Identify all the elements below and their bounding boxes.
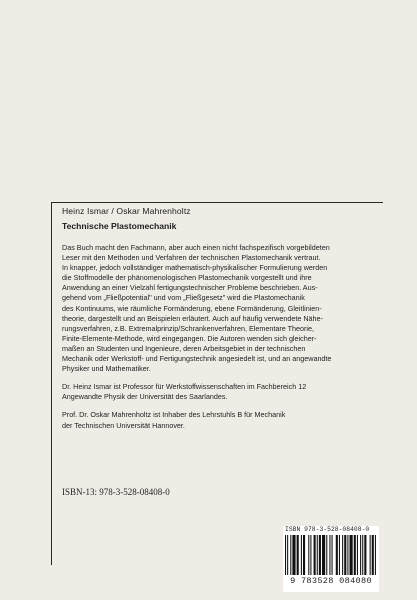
paragraph-line: Prof. Dr. Oskar Mahrenholtz ist Inhaber des Lehrstuhls B für Mechanik bbox=[62, 410, 286, 420]
paragraph-line: Physiker und Mathematiker. bbox=[62, 364, 151, 374]
barcode-isbn-text: ISBN 978-3-528-08408-0 bbox=[285, 526, 370, 533]
barcode-number: 9 783528 084080 bbox=[290, 576, 372, 586]
paragraph-line: Anwendung an einer Vielzahl fertigungstechnischer Probleme beschrieben. Aus- bbox=[62, 283, 318, 293]
paragraph-line: der Technischen Universität Hannover. bbox=[62, 420, 185, 430]
description-paragraph bbox=[62, 410, 375, 430]
paragraph-line: Leser mit den Methoden und Verfahren der technischen Plastomechanik vertraut. bbox=[62, 253, 321, 263]
paragraph-line: des Kontinuums, wie räumliche Formänderung, ebene Formänderung, Gleitlinien- bbox=[62, 303, 322, 313]
description-paragraph bbox=[62, 243, 375, 374]
paragraph-line: die Stoffmodelle der phänomenologischen Plastomechanik vorgestellt und ihre bbox=[62, 273, 312, 283]
isbn-label: ISBN-13: 978-3-528-08408-0 bbox=[62, 487, 170, 497]
paragraph-line: rungsverfahren, z.B. Extremalprinzip/Schrankenverfahren, Elementare Theorie, bbox=[62, 323, 314, 333]
paragraph-line: Das Buch macht den Fachmann, aber auch einen nicht fachspezifisch vorgebildeten bbox=[62, 243, 330, 252]
paragraph-line: Mechanik oder Werkstoff- und Fertigungstechnik angesiedelt ist, und an angewandte bbox=[62, 354, 332, 364]
paragraph-line: In knapper, jedoch vollständiger mathematisch-physikalischer Formulierung werden bbox=[62, 263, 328, 273]
book-description bbox=[62, 243, 375, 439]
paragraph-line: maßen an Studenten und Ingenieure, deren Arbeitsgebiet in der technischen bbox=[62, 343, 306, 353]
paragraph-line: Finite-Elemente-Methode, wird eingegangen. Die Autoren wenden sich gleicher- bbox=[62, 333, 317, 343]
paragraph-line: Angewandte Physik der Universität des Saarlandes. bbox=[62, 392, 228, 402]
barcode-icon bbox=[285, 535, 377, 575]
book-title: Technische Plastomechanik bbox=[62, 221, 177, 231]
paragraph-line: Dr. Heinz Ismar ist Professor für Werkstoffwissenschaften im Fachbereich 12 bbox=[62, 382, 307, 392]
paragraph-line: gehend vom „Fließpotential" und vom „Fließgesetz" wird die Plastomechanik bbox=[62, 293, 305, 303]
description-paragraph bbox=[62, 382, 375, 402]
book-authors: Heinz Ismar / Oskar Mahrenholtz bbox=[62, 206, 191, 216]
paragraph-line: theorie, dargestellt und an Beispielen erläutert. Auch auf häufig verwendete Nähe- bbox=[62, 313, 323, 323]
barcode-block bbox=[283, 526, 379, 592]
